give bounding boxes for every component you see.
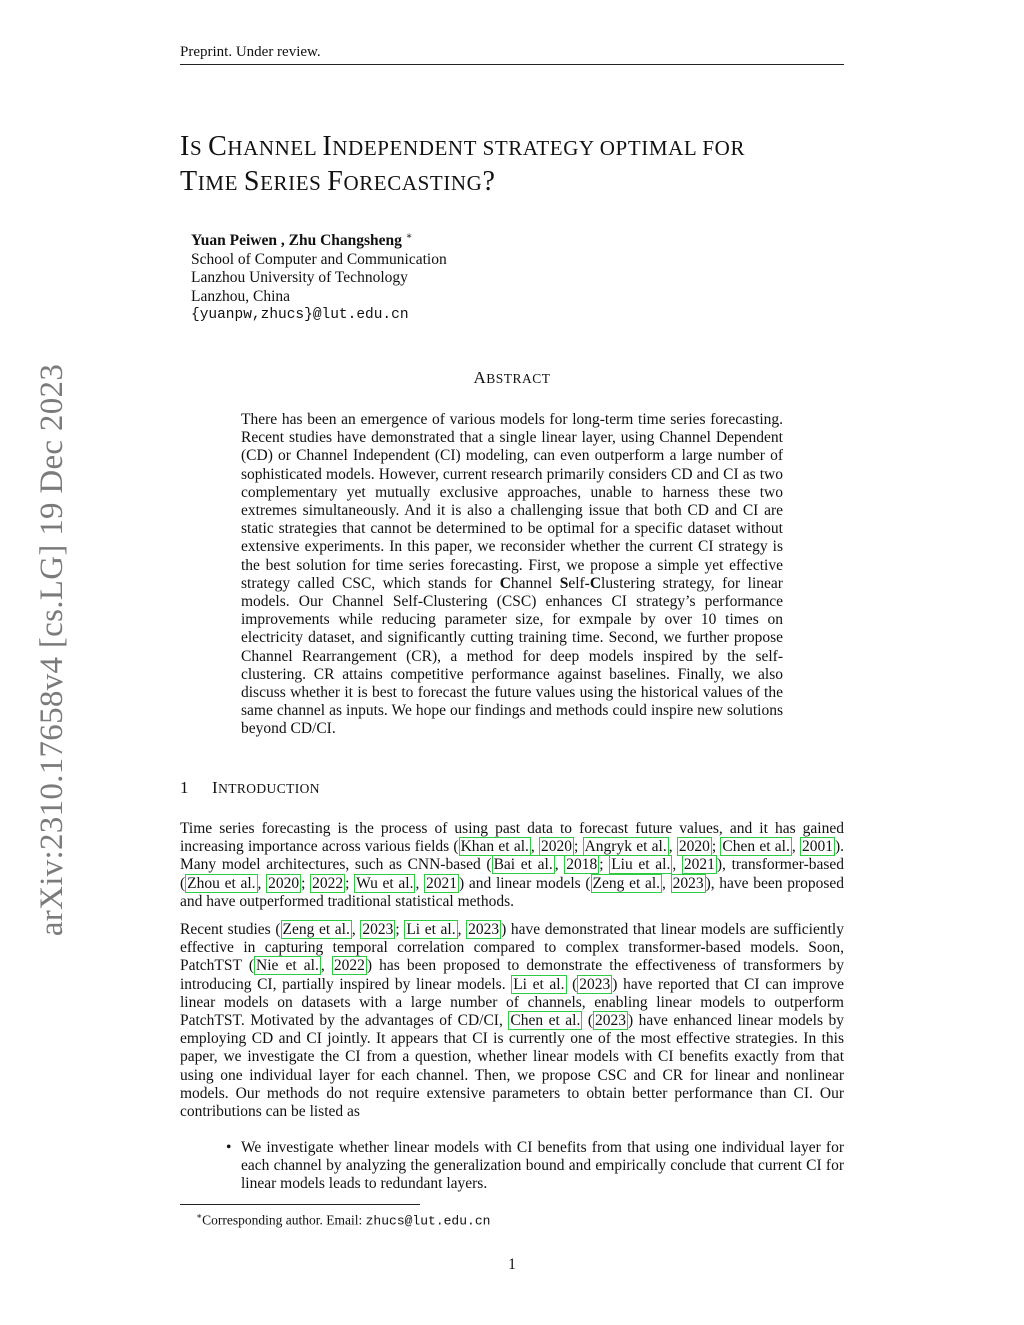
citation-link[interactable]: Liu et al. [611,856,671,874]
citation-link[interactable]: Li et al. [406,921,456,938]
citation-link[interactable]: 2022 [312,874,344,892]
citation-link[interactable]: 2023 [362,921,394,938]
running-header: Preprint. Under review. [180,42,844,65]
author-names: Yuan Peiwen , Zhu Changsheng [191,232,402,250]
citation-link[interactable]: 2023 [579,975,611,993]
affiliation-location: Lanzhou, China [191,287,291,305]
author-block [191,228,691,325]
citation-link[interactable]: Nie et al. [256,957,319,975]
footnote: ∗Corresponding author. Email: zhucs@lut.edu.cn [196,1211,491,1229]
bullet-icon: • [226,1139,232,1156]
footnote-divider [180,1204,420,1205]
page-number: 1 [508,1256,516,1273]
citation-link[interactable]: Chen et al. [510,1012,581,1030]
citation-link[interactable]: 2023 [468,921,500,938]
contribution-text: We investigate whether linear models with CI benefits from that using one individual layer for each channel by analyzing the generalization bound and empirically conclude that current CI for linear models leads to redundant layers. [241,1139,844,1193]
citation-link[interactable]: Bai et al. [493,856,553,874]
contribution-list-item [226,1139,844,1194]
citation-link[interactable]: Zeng et al. [592,874,661,892]
arxiv-identifier: arXiv:2310.17658v4 [cs.LG] 19 Dec 2023 [34,363,70,937]
citation-link[interactable]: 2021 [683,856,715,874]
citation-link[interactable]: 2023 [672,874,704,892]
citation-link[interactable]: 2021 [426,874,458,892]
intro-paragraph-1: Time series forecasting is the process of using past data to forecast future values, and it has gained increasing importance across various fields ( Khan et al. , 2020 ; Angryk et al. , 2020 ; Chen et al. , 2001 ). Many model architectures, such as CNN-based ( Bai et al. , 2018 ; Liu et al. , 2021 ), transformer-based ( Zhou et al. , 2020 ; 2022 ; Wu et al. , 2021 ) and linear models ( Zeng et al. , 2023 ), have been proposed and have outperformed traditional statistical methods. [180,820,845,910]
footnote-email: zhucs@lut.edu.cn [365,1213,491,1229]
citation-link[interactable]: 2020 [268,874,300,892]
citation-link[interactable]: 2023 [595,1012,626,1030]
intro-paragraph-2: Recent studies ( Zeng et al. , 2023 ; Li et al. , 2023 ) have demonstrated that linear models are sufficiently effective in capturing temporal correlation compared to complex transformer-based models. Soon, PatchTST ( Nie et al. , 2022 ) has been proposed to demonstrate the effectiveness of transformers by introducing CI, partially inspired by linear models. Li et al. ( 2023 ) have reported that CI can improve linear models on datasets with a large number of channels, enabling linear models to outperform PatchTST. Motivated by the advantages of CD/CI, Chen et al. ( 2023 ) have enhanced linear models by employing CD and CI jointly. It appears that CI is currently one of the most effective strategies. In this paper, we investigate the CI from a question, whether linear models with CI benefits exactly from that using one individual layer for each channel. Then, we propose CSC and CR for linear and nonlinear models. Our methods do not require extensive parameters to obtain better performance than CI. Our contributions can be listed as [180,921,845,1121]
affiliation-university: Lanzhou University of Technology [191,269,408,287]
citation-link[interactable]: Li et al. [513,975,565,993]
citation-link[interactable]: Wu et al. [356,874,414,892]
citation-link[interactable]: Zeng et al. [282,921,350,938]
author-email: {yuanpw,zhucs}@lut.edu.cn [191,307,409,324]
citation-link[interactable]: 2020 [678,838,710,856]
abstract-heading: ABSTRACT [473,368,551,387]
citation-link[interactable]: Zhou et al. [187,874,256,892]
citation-link[interactable]: 2020 [541,838,573,856]
affiliation-school: School of Computer and Communication [191,250,447,268]
citation-link[interactable]: Khan et al. [460,838,529,856]
title-line-1: IS CHANNEL INDEPENDENT STRATEGY OPTIMAL FOR [180,131,746,162]
section-heading-introduction: 1 INTRODUCTION [180,778,320,797]
paper-title [180,130,850,200]
title-line-2: TIME SERIES FORECASTING? [180,166,496,197]
citation-link[interactable]: 2018 [566,856,598,874]
citation-link[interactable]: Angryk et al. [584,838,667,856]
citation-link[interactable]: 2022 [333,957,365,975]
abstract-text: There has been an emergence of various models for long-term time series forecasting. Recent studies have demonstrated that a single linear layer, using Channel Dependent (CD) or Channel Independent (CI) modeling, can even outperform a large number of sophisticated models. However, current research primarily considers CD and CI as two complementary yet mutually exclusive approaches, unable to harness these two extremes simultaneously. And it is also a challenging issue that both CD and CI are static strategies that cannot be determined to be optimal for a specific dataset without extensive experiments. In this paper, we reconsider whether the current CI strategy is the best solution for time series forecasting. First, we propose a simple yet effective strategy called CSC, which stands for Channel Self-Clustering strategy, for linear models. Our Channel Self-Clustering (CSC) enhances CI strategy’s performance improvements while reducing parameter size, for exmpale by over 10 times on electricity dataset, and significantly cutting training time. Second, we further propose Channel Rearrangement (CR), a method for deep models inspired by the self-clustering. CR attains competitive performance against baselines. Finally, we also discuss whether it is best to forecast the future values using the historical values of the same channel as inputs. We hope our findings and methods could inspire new solutions beyond CD/CI. [241,411,783,738]
corresponding-mark: ∗ [405,231,413,242]
citation-link[interactable]: Chen et al. [722,838,790,856]
citation-link[interactable]: 2001 [801,838,833,856]
